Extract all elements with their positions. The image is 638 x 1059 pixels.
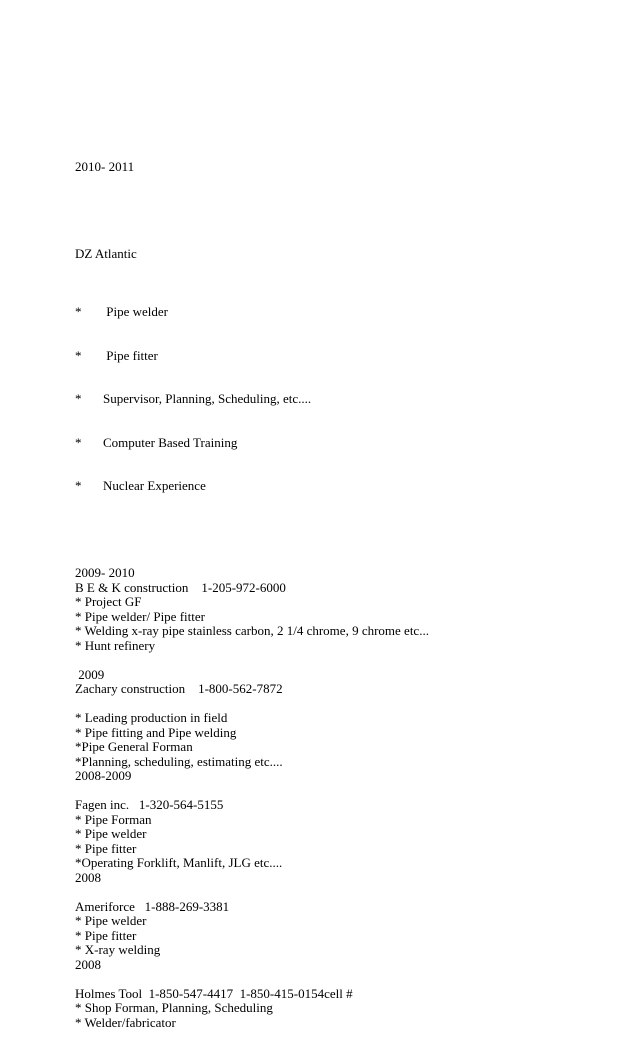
text-line: * Welder/fabricator [75,1014,176,1030]
text-line: * Leading production in field [75,710,228,725]
bullet-marker: * [75,478,82,493]
text-line: 2009- 2010 [75,565,135,580]
resume-lines [75,537,615,1030]
text-line: * Pipe welder/ Pipe fitter [75,608,205,624]
text-line: 2008-2009 [75,768,132,783]
text-line: 2008 [75,869,101,885]
employer-name: DZ Atlantic [75,246,137,261]
bullet-marker: * [75,391,82,406]
text-line: Fagen inc. 1-320-564-5155 [75,797,224,812]
text-line: * Project GF [75,594,142,609]
text-line: * X-ray welding [75,942,161,957]
blank-line [75,537,615,552]
bullet-item [75,349,615,364]
text-line: * Pipe Forman [75,811,152,827]
text-line: *Planning, scheduling, estimating etc.... [75,753,283,769]
bullet-item [75,479,615,494]
bullet-text: Supervisor, Planning, Scheduling, etc.... [103,391,312,406]
text-line: * Pipe fitting and Pipe welding [75,724,237,740]
blank-line [75,784,615,799]
text-line: B E & K construction 1-205-972-6000 [75,579,286,595]
text-line: 2009 [75,666,105,682]
resume-content [75,131,615,1059]
text-line: * Pipe welder [75,826,147,841]
text-line: * Pipe fitter [75,840,137,856]
blank-line [75,552,615,567]
blank-line [75,972,615,987]
text-line: * Welding x-ray pipe stainless carbon, 2 1/4 chrome, 9 chrome etc... [75,623,429,638]
bullet-text: Nuclear Experience [103,478,206,493]
text-line: Ameriforce 1-888-269-3381 [75,898,230,914]
bullet-item [75,305,615,320]
text-line: * Pipe welder [75,913,147,928]
bullet-text: Pipe fitter [103,347,158,363]
date-range: 2010- 2011 [75,159,135,174]
bullet-text: Computer Based Training [103,434,238,450]
bullet-item [75,392,615,407]
blank-line [75,653,615,668]
blank-line [75,204,615,219]
bullet-marker: * [75,304,82,319]
blank-line [75,885,615,900]
text-line: * Hunt refinery [75,637,156,653]
text-line: Zachary construction 1-800-562-7872 [75,681,283,696]
text-line: Holmes Tool 1-850-547-4417 1-850-415-0154cell # [75,985,353,1001]
bullet-marker: * [75,347,82,363]
bullet-item [75,436,615,451]
text-line: 2008 [75,956,101,972]
text-line: *Pipe General Forman [75,739,193,754]
blank-line [75,697,615,712]
text-line: *Operating Forklift, Manlift, JLG etc.... [75,855,283,870]
bullet-marker: * [75,434,82,450]
text-line: * Shop Forman, Planning, Scheduling [75,1000,273,1015]
text-line: * Pipe fitter [75,927,137,943]
bullet-text: Pipe welder [103,304,168,319]
